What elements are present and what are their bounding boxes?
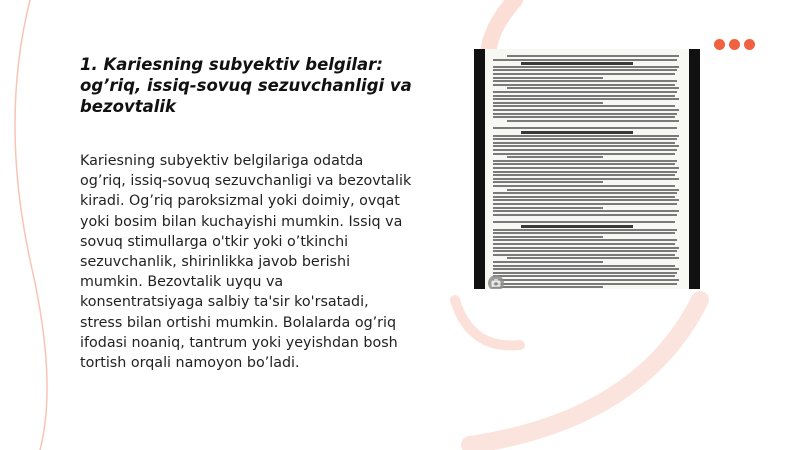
document-text-row	[493, 160, 677, 162]
document-text-row	[493, 142, 675, 144]
document-text-row	[493, 229, 677, 231]
document-text-row	[493, 102, 603, 104]
document-text-row	[493, 181, 603, 183]
document-text-row	[493, 116, 675, 118]
document-text-row	[493, 203, 677, 205]
dot-icon	[744, 39, 755, 50]
document-text-row	[493, 163, 675, 165]
document-text-row	[521, 131, 633, 134]
title-line: 1. Kariesning subyektiv belgilar:	[80, 55, 383, 74]
body-line: konsentratsiyaga salbiy ta'sir ko'rsatadi,	[80, 294, 369, 311]
slide-body-text	[80, 151, 420, 373]
document-text-row	[493, 59, 677, 61]
decorative-dots	[714, 39, 755, 51]
body-line: sovuq stimullarga o'tkir yoki o’tkinchi	[80, 233, 349, 250]
document-text-row	[493, 232, 675, 234]
document-text-row	[493, 261, 603, 263]
document-text-row	[493, 214, 677, 216]
document-text-row	[493, 153, 675, 155]
document-text-row	[493, 149, 677, 151]
document-text-row	[493, 221, 675, 223]
document-text-row	[493, 265, 675, 267]
document-text-row	[493, 286, 603, 288]
body-line: stress bilan ortishi mumkin. Bolalarda og’riq	[80, 314, 397, 331]
document-text-row	[493, 236, 603, 238]
document-scan-image	[474, 49, 700, 289]
title-line: og’riq, issiq-sovuq sezuvchanligi va	[80, 76, 412, 95]
document-text-row	[493, 207, 603, 209]
document-text-row	[493, 185, 675, 187]
document-text-row	[493, 178, 679, 180]
document-text-row	[493, 272, 677, 274]
document-text-row	[493, 105, 675, 107]
document-text-row	[507, 257, 679, 259]
body-line: tortish orqali namoyon bo’ladi.	[80, 355, 300, 372]
document-text-row	[507, 87, 679, 89]
body-line: sezuvchanlik, shirinlikka javob berishi	[80, 254, 351, 271]
document-text-row	[493, 210, 679, 212]
document-text-row	[493, 283, 677, 285]
body-line: Kariesning subyektiv belgilariga odatda	[80, 153, 364, 169]
body-line: mumkin. Bezovtalik uyqu va	[80, 274, 284, 291]
dot-icon	[729, 39, 740, 50]
document-text-row	[493, 127, 677, 129]
body-line: yoki bosim bilan kuchayishi mumkin. Issiq va	[80, 213, 403, 230]
document-text-row	[493, 254, 675, 256]
document-text-row	[493, 91, 677, 93]
document-text-row	[493, 80, 677, 82]
document-text-row	[493, 196, 675, 198]
document-text-row	[493, 135, 679, 137]
body-line: og’riq, issiq-sovuq sezuvchanligi va bezovtalik	[80, 173, 412, 190]
document-text-row	[493, 275, 675, 277]
camera-icon	[488, 275, 504, 289]
document-text-row	[493, 247, 679, 249]
document-text-row	[493, 199, 679, 201]
slide-title	[80, 54, 410, 117]
document-text-row	[507, 156, 603, 158]
title-line: bezovtalik	[80, 97, 177, 116]
document-text-row	[493, 192, 677, 194]
document-text-row	[493, 69, 677, 71]
document-text-row	[507, 189, 679, 191]
document-text-row	[507, 120, 679, 122]
document-text-row	[493, 279, 679, 281]
body-line: kiradi. Og’riq paroksizmal yoki doimiy, ovqat	[80, 193, 400, 210]
body-line: ifodasi noaniq, tantrum yoki yeyishdan bosh	[80, 334, 398, 351]
document-text-row	[493, 66, 679, 68]
document-text-row	[493, 98, 679, 100]
document-text-row	[493, 145, 679, 147]
document-text-row	[493, 84, 675, 86]
dot-icon	[714, 39, 725, 50]
document-text-row	[507, 55, 679, 57]
document-text-row	[493, 138, 677, 140]
document-text-row	[493, 113, 677, 115]
document-text-row	[493, 239, 677, 241]
document-text-row	[493, 109, 679, 111]
document-text-row	[521, 225, 633, 228]
document-text-row	[493, 73, 675, 75]
document-text-row	[493, 243, 675, 245]
document-text-row	[493, 77, 603, 79]
document-text-row	[493, 167, 679, 169]
document-text-row	[521, 62, 633, 65]
document-text-row	[493, 95, 675, 97]
scanned-page	[485, 49, 689, 289]
document-text-row	[493, 171, 677, 173]
document-text-row	[493, 174, 675, 176]
document-text-row	[493, 250, 677, 252]
document-text-row	[493, 268, 679, 270]
